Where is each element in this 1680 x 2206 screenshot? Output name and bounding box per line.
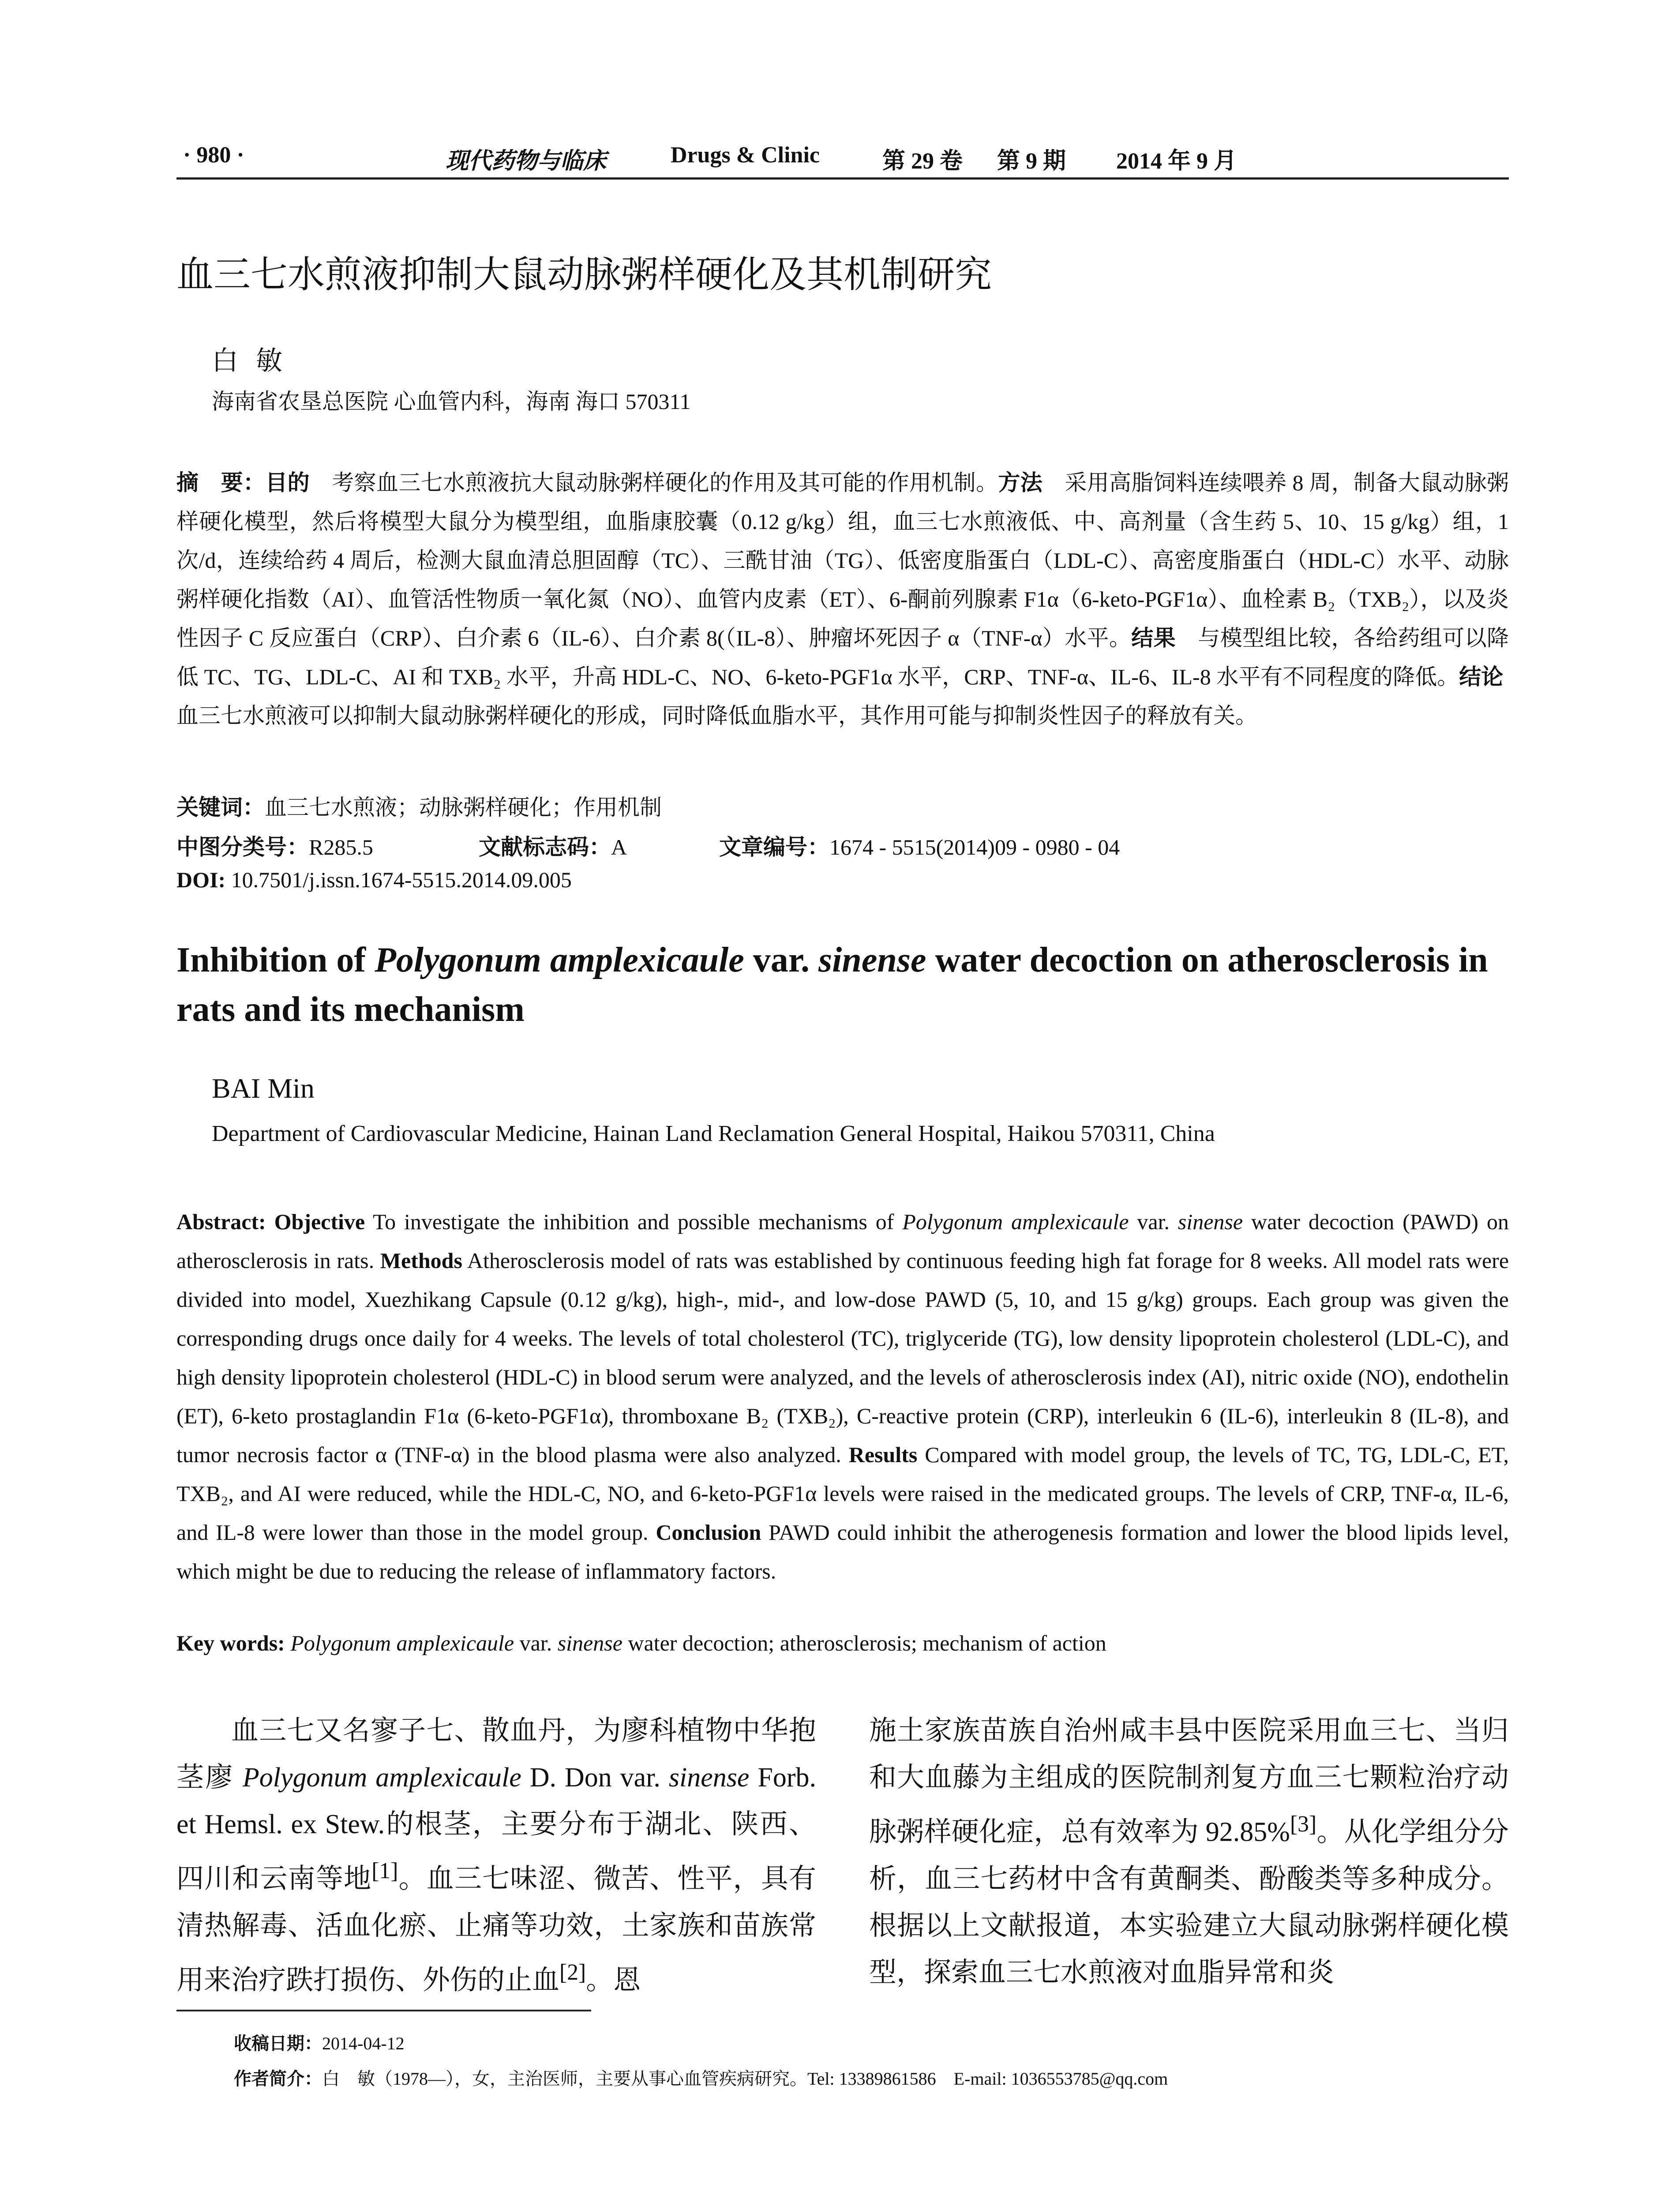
author-bio	[234, 2065, 1168, 2090]
methods-label: 方法	[998, 470, 1043, 495]
title-part: water decoction on atherosclerosis in rats and its mechanism	[176, 941, 1488, 1029]
en-keywords-label: Key words:	[176, 1631, 285, 1655]
received-date	[234, 2030, 405, 2055]
keyword-species: Polygonum amplexicaule	[290, 1631, 514, 1655]
results-text: 与模型组比较，各给药组可以降低 TC、TG、LDL-C、AI 和 TXB₂ 水平，升高 HDL-C、NO、6-keto-PGF1α 水平，CRP、TNF-α、IL-6、IL-8 水平有不同程度的降低。	[176, 626, 1509, 689]
abstract-label: 摘 要：	[176, 470, 266, 495]
objective-variety: sinense	[1178, 1209, 1243, 1234]
doi	[176, 867, 572, 893]
english-author: BAI Min	[212, 1073, 315, 1104]
objective-text: var.	[1129, 1209, 1178, 1234]
body-text: 施土家族苗族自治州咸丰县中医院采用血三七、当归和大血藤为主组成的医院制剂复方血三七颗粒治疗动脉粥样硬化症，总有效率为 92.85%	[869, 1716, 1509, 1847]
keyword-text: water decoction; atherosclerosis; mechanism of action	[622, 1631, 1106, 1655]
objective-text: water decoction (PAWD) on atherosclerosis in rats.	[176, 1209, 1509, 1273]
body-text: D. Don var.	[521, 1763, 669, 1793]
doi-label: DOI:	[176, 867, 226, 892]
objective-text: To investigate the inhibition and possible mechanisms of	[365, 1209, 903, 1234]
issue-date: 2014 年 9 月	[1116, 149, 1237, 174]
keywords-label: 关键词：	[176, 795, 265, 820]
doc-code-label: 文献标志码：	[479, 834, 611, 860]
document-code	[479, 829, 627, 861]
title-part: Inhibition of	[176, 941, 375, 979]
body-text: 。血三七味涩、微苦、性平，具有清热解毒、活血化瘀、止痛等功效，土家族和苗族常用来治疗跌打损伤、外伤的止血	[176, 1864, 816, 1996]
doi-value: 10.7501/j.issn.1674-5515.2014.09.005	[231, 867, 572, 892]
english-abstract	[176, 1202, 1509, 1591]
keyword-variety: sinense	[557, 1631, 622, 1655]
methods-text: Atherosclerosis model of rats was established by continuous feeding high fat forage for 8 weeks. All model rats were divided into model, Xuezhikang Capsule (0.12 g/kg), high-, mid-, and low-dose PAWD (5, 10, and 15 g/kg) groups. Each group was given the corresponding drugs once daily for 4 weeks. The levels of total cholesterol (TC), triglyceride (TG), low density lipoprotein cholesterol (LDL-C), and high density lipoprotein cholesterol (HDL-C) in blood serum were analyzed, and the levels of atherosclerosis index (AI), nitric oxide (NO), endothelin (ET), 6-keto prostaglandin F1α (6-keto-PGF1α), thromboxane B₂ (TXB₂), C-reactive protein (CRP), interleukin 6 (IL-6), interleukin 8 (IL-8), and tumor necrosis factor α (TNF-α) in the blood plasma were also analyzed.	[176, 1248, 1509, 1467]
keyword-text: var.	[514, 1631, 558, 1655]
objective-label: 目的	[265, 470, 310, 495]
body-text: Forb. et Hemsl. ex Stew.的根茎，主要分布于湖北、陕西、四川和云南等地	[176, 1763, 816, 1894]
article-number	[719, 829, 1120, 861]
results-text: Compared with model group, the levels of TC, TG, LDL-C, ET, TXB₂, and AI were reduced, while the HDL-C, NO, and 6-keto-PGF1α levels were raised in the medicated groups. The levels of CRP, TNF-α, IL-6, and IL-8 were lower than those in the model group.	[176, 1442, 1509, 1545]
citation-1[interactable]: [1]	[371, 1858, 398, 1883]
conclusion-text: 血三七水煎液可以抑制大鼠动脉粥样硬化的形成，同时降低血脂水平，其作用可能与抑制炎性因子的释放有关。	[176, 664, 1526, 728]
chinese-abstract	[176, 463, 1526, 735]
chinese-author: 白敏	[212, 346, 300, 375]
article-no-value: 1674 - 5515(2014)09 - 0980 - 04	[829, 835, 1120, 859]
conclusion-text: PAWD could inhibit the atherogenesis formation and lower the blood lipids level, which might be due to reducing the release of inflammatory factors.	[176, 1520, 1509, 1583]
body-text: 血三七又名寥子七、散血丹，为廖科植物中华抱茎廖	[176, 1716, 816, 1793]
clc-value: R285.5	[309, 835, 373, 859]
objective-species: Polygonum amplexicaule	[902, 1209, 1129, 1234]
chinese-affiliation: 海南省农垦总医院 心血管内科，海南 海口 570311	[212, 389, 691, 414]
footnote-rule	[176, 2010, 591, 2011]
page-number: · 980 ·	[183, 143, 244, 168]
body-text: 。恩	[586, 1965, 641, 1996]
methods-text: 采用高脂饲料连续喂养 8 周，制备大鼠动脉粥样硬化模型，然后将模型大鼠分为模型组，血脂康胶囊（0.12 g/kg）组，血三七水煎液低、中、高剂量（含生药 5、10、15 g/kg）组，1 次/d，连续给药 4 周后，检测大鼠血清总胆固醇（TC）、三酰甘油（TG）、低密度脂蛋白（LDL-C）、高密度脂蛋白（HDL-C）水平、动脉粥样硬化指数（AI）、血管活性物质一氧化氮（NO）、血管内皮素（ET）、6-酮前列腺素 F1α（6-keto-PGF1α）、血栓素 B₂（TXB₂），以及炎性因子 C 反应蛋白（CRP）、白介素 6（IL-6）、白介素 8(（IL-8）、肿瘤坏死因子 α（TNF-α）水平。	[176, 470, 1509, 650]
received-label: 收稿日期：	[234, 2033, 322, 2054]
title-species: Polygonum amplexicaule	[375, 941, 744, 979]
title-part: var.	[744, 941, 818, 979]
results-label: 结果	[1131, 625, 1176, 651]
bio-label: 作者简介：	[234, 2069, 322, 2089]
keywords-text: 血三七水煎液；动脉粥样硬化；作用机制	[265, 795, 662, 820]
article-no-label: 文章编号：	[719, 834, 829, 860]
en-abstract-label: Abstract: Objective	[176, 1209, 365, 1234]
body-text: 。从化学组分分析，血三七药材中含有黄酮类、酚酸类等多种成分。根据以上文献报道，本实验建立大鼠动脉粥样硬化模型，探索血三七水煎液对血脂异常和炎	[869, 1817, 1509, 1988]
en-results-label: Results	[848, 1442, 918, 1467]
english-affiliation: Department of Cardiovascular Medicine, Hainan Land Reclamation General Hospital, Haikou 570311, China	[212, 1121, 1215, 1146]
english-title	[176, 935, 1509, 1034]
english-keywords	[176, 1630, 1106, 1656]
citation-2[interactable]: [2]	[559, 1959, 586, 1985]
title-variety: sinense	[818, 941, 926, 979]
volume: 第 29 卷	[882, 149, 963, 174]
clc-number	[176, 829, 373, 861]
body-species: Polygonum amplexicaule	[242, 1763, 521, 1793]
received-value: 2014-04-12	[322, 2033, 405, 2053]
chinese-keywords	[176, 790, 662, 822]
en-conclusion-label: Conclusion	[656, 1520, 761, 1545]
conclusion-label: 结论	[1459, 664, 1504, 690]
objective-text: 考察血三七水煎液抗大鼠动脉粥样硬化的作用及其可能的作用机制。	[310, 470, 998, 495]
citation-3[interactable]: [3]	[1290, 1812, 1317, 1837]
header-rule	[176, 177, 1509, 180]
bio-text: 白 敏（1978—），女，主治医师，主要从事心血管疾病研究。Tel: 13389861586 E-mail: 1036553785@qq.com	[322, 2069, 1168, 2089]
body-column-right	[869, 1707, 1509, 1996]
issue: 第 9 期	[997, 149, 1066, 174]
clc-label: 中图分类号：	[176, 834, 309, 860]
chinese-title: 血三七水煎液抑制大鼠动脉粥样硬化及其机制研究	[176, 253, 992, 296]
doc-code-value: A	[611, 835, 627, 859]
journal-name-cn: 现代药物与临床	[446, 149, 607, 174]
body-variety: sinense	[668, 1763, 750, 1793]
en-methods-label: Methods	[380, 1248, 462, 1273]
journal-name-en: Drugs & Clinic	[671, 143, 820, 168]
body-column-left	[176, 1707, 816, 2003]
